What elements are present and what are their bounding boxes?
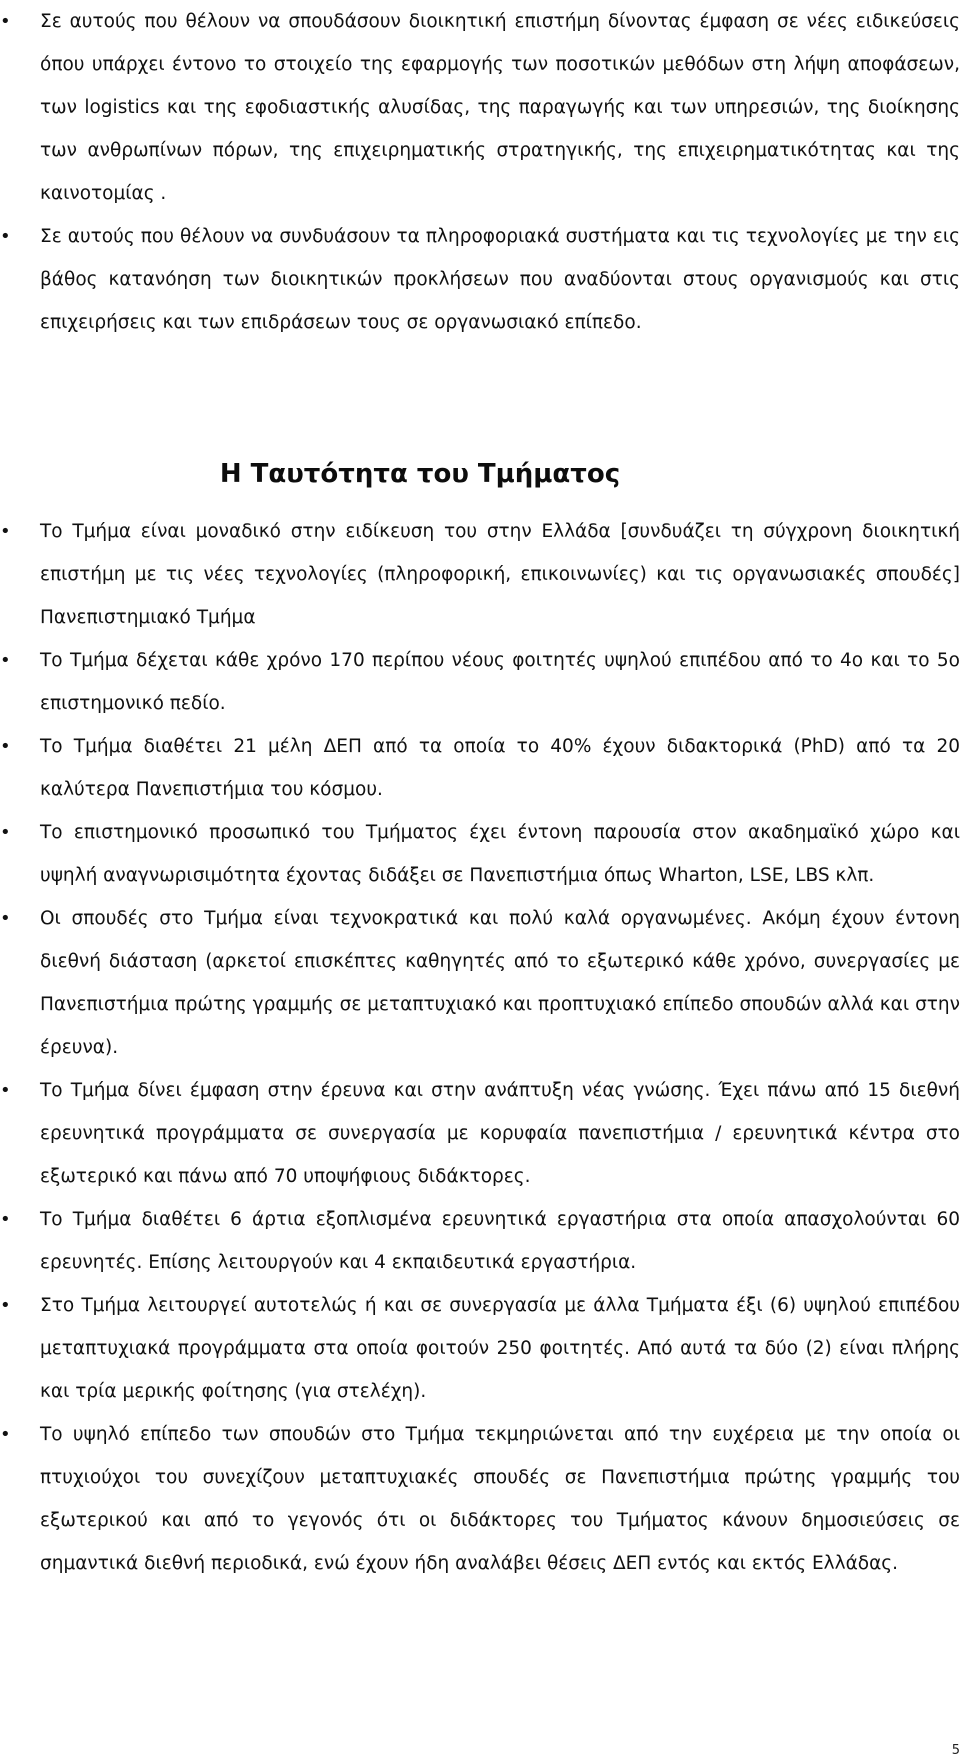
department-bullet-list [0, 510, 960, 1585]
list-item-text: Το Τμήμα διαθέτει 21 μέλη ΔΕΠ από τα οποία το 40% έχουν διδακτορικά (PhD) από τα 20 καλύτερα Πανεπιστήμια του κόσμου. [40, 736, 960, 800]
list-item [0, 1413, 960, 1585]
bullet-icon: • [0, 1080, 11, 1101]
list-item-text: Το Τμήμα δέχεται κάθε χρόνο 170 περίπου νέους φοιτητές υψηλού επιπέδου από το 4ο και το 5ο επιστημονικό πεδίο. [40, 650, 960, 714]
list-item-text: Το Τμήμα δίνει έμφαση στην έρευνα και στην ανάπτυξη νέας γνώσης. Έχει πάνω από 15 διεθνή ερευνητικά προγράμματα σε συνεργασία με κορυφαία πανεπιστήμια / ερευνητικά κέντρα στο εξωτερικό και πάνω από 70 υποψήφιους διδάκτορες. [40, 1080, 960, 1187]
list-item-text: Οι σπουδές στο Τμήμα είναι τεχνοκρατικά και πολύ καλά οργανωμένες. Ακόμη έχουν έντονη διεθνή διάσταση (αρκετοί επισκέπτες καθηγητές από το εξωτερικό κάθε χρόνο, συνεργασίες με Πανεπιστήμια πρώτης γραμμής σε μεταπτυχιακό και προπτυχιακό επίπεδο σπουδών αλλά και στην έρευνα). [40, 908, 960, 1058]
list-item-text: Στο Τμήμα λειτουργεί αυτοτελώς ή και σε συνεργασία με άλλα Τμήματα έξι (6) υψηλού επιπέδου μεταπτυχιακά προγράμματα στα οποία φοιτούν 250 φοιτητές. Από αυτά τα δύο (2) είναι πλήρης και τρία μερικής φοίτησης (για στελέχη). [40, 1295, 960, 1402]
bullet-icon: • [0, 1209, 11, 1230]
list-item [0, 215, 960, 344]
list-item [0, 725, 960, 811]
bullet-icon: • [0, 736, 11, 757]
bullet-icon: • [0, 1424, 11, 1445]
bullet-icon: • [0, 226, 11, 247]
page-number: 5 [951, 1743, 960, 1758]
list-item-text: Σε αυτούς που θέλουν να σπουδάσουν διοικητική επιστήμη δίνοντας έμφαση σε νέες ειδικεύσεις όπου υπάρχει έντονο το στοιχείο της εφαρμογής των ποσοτικών μεθόδων στη λήψη αποφάσεων, των logistics και της εφοδιαστικής αλυσίδας, της παραγωγής και των υπηρεσιών, της διοίκησης των ανθρωπίνων πόρων, της επιχειρηματικής στρατηγικής, της επιχειρηματικότητας και της καινοτομίας . [40, 11, 960, 204]
list-item-text: Το Τμήμα διαθέτει 6 άρτια εξοπλισμένα ερευνητικά εργαστήρια στα οποία απασχολούνται 60 ερευνητές. Επίσης λειτουργούν και 4 εκπαιδευτικά εργαστήρια. [40, 1209, 960, 1273]
section-heading: Η Ταυτότητα του Τμήματος [219, 459, 621, 489]
bullet-icon: • [0, 908, 11, 929]
list-item [0, 897, 960, 1069]
bullet-icon: • [0, 650, 11, 671]
list-item [0, 639, 960, 725]
list-item-text: Το Τμήμα είναι μοναδικό στην ειδίκευση του στην Ελλάδα [συνδυάζει τη σύγχρονη διοικητική επιστήμη με τις νέες τεχνολογίες (πληροφορική, επικοινωνίες) και τις οργανωσιακές σπουδές] Πανεπιστημιακό Τμήμα [40, 521, 960, 628]
list-item-text: Σε αυτούς που θέλουν να συνδυάσουν τα πληροφοριακά συστήματα και τις τεχνολογίες με την εις βάθος κατανόηση των διοικητικών προκλήσεων που αναδύονται στους οργανισμούς και στις επιχειρήσεις και των επιδράσεων τους σε οργανωσιακό επίπεδο. [40, 226, 960, 333]
list-item [0, 0, 960, 215]
bullet-icon: • [0, 11, 11, 32]
bullet-icon: • [0, 521, 11, 542]
bullet-icon: • [0, 1295, 11, 1316]
list-item [0, 1198, 960, 1284]
list-item [0, 510, 960, 639]
list-item [0, 1069, 960, 1198]
intro-bullet-list [0, 0, 960, 344]
list-item [0, 811, 960, 897]
list-item [0, 1284, 960, 1413]
bullet-icon: • [0, 822, 11, 843]
list-item-text: Το υψηλό επίπεδο των σπουδών στο Τμήμα τεκμηριώνεται από την ευχέρεια με την οποία οι πτυχιούχοι του συνεχίζουν μεταπτυχιακές σπουδές σε Πανεπιστήμια πρώτης γραμμής του εξωτερικού και από το γεγονός ότι οι διδάκτορες του Τμήματος κάνουν δημοσιεύσεις σε σημαντικά διεθνή περιοδικά, ενώ έχουν ήδη αναλάβει θέσεις ΔΕΠ εντός και εκτός Ελλάδας. [40, 1424, 960, 1574]
list-item-text: Το επιστημονικό προσωπικό του Τμήματος έχει έντονη παρουσία στον ακαδημαϊκό χώρο και υψηλή αναγνωρισιμότητα έχοντας διδάξει σε Πανεπιστήμια όπως Wharton, LSE, LBS κλπ. [40, 822, 960, 886]
